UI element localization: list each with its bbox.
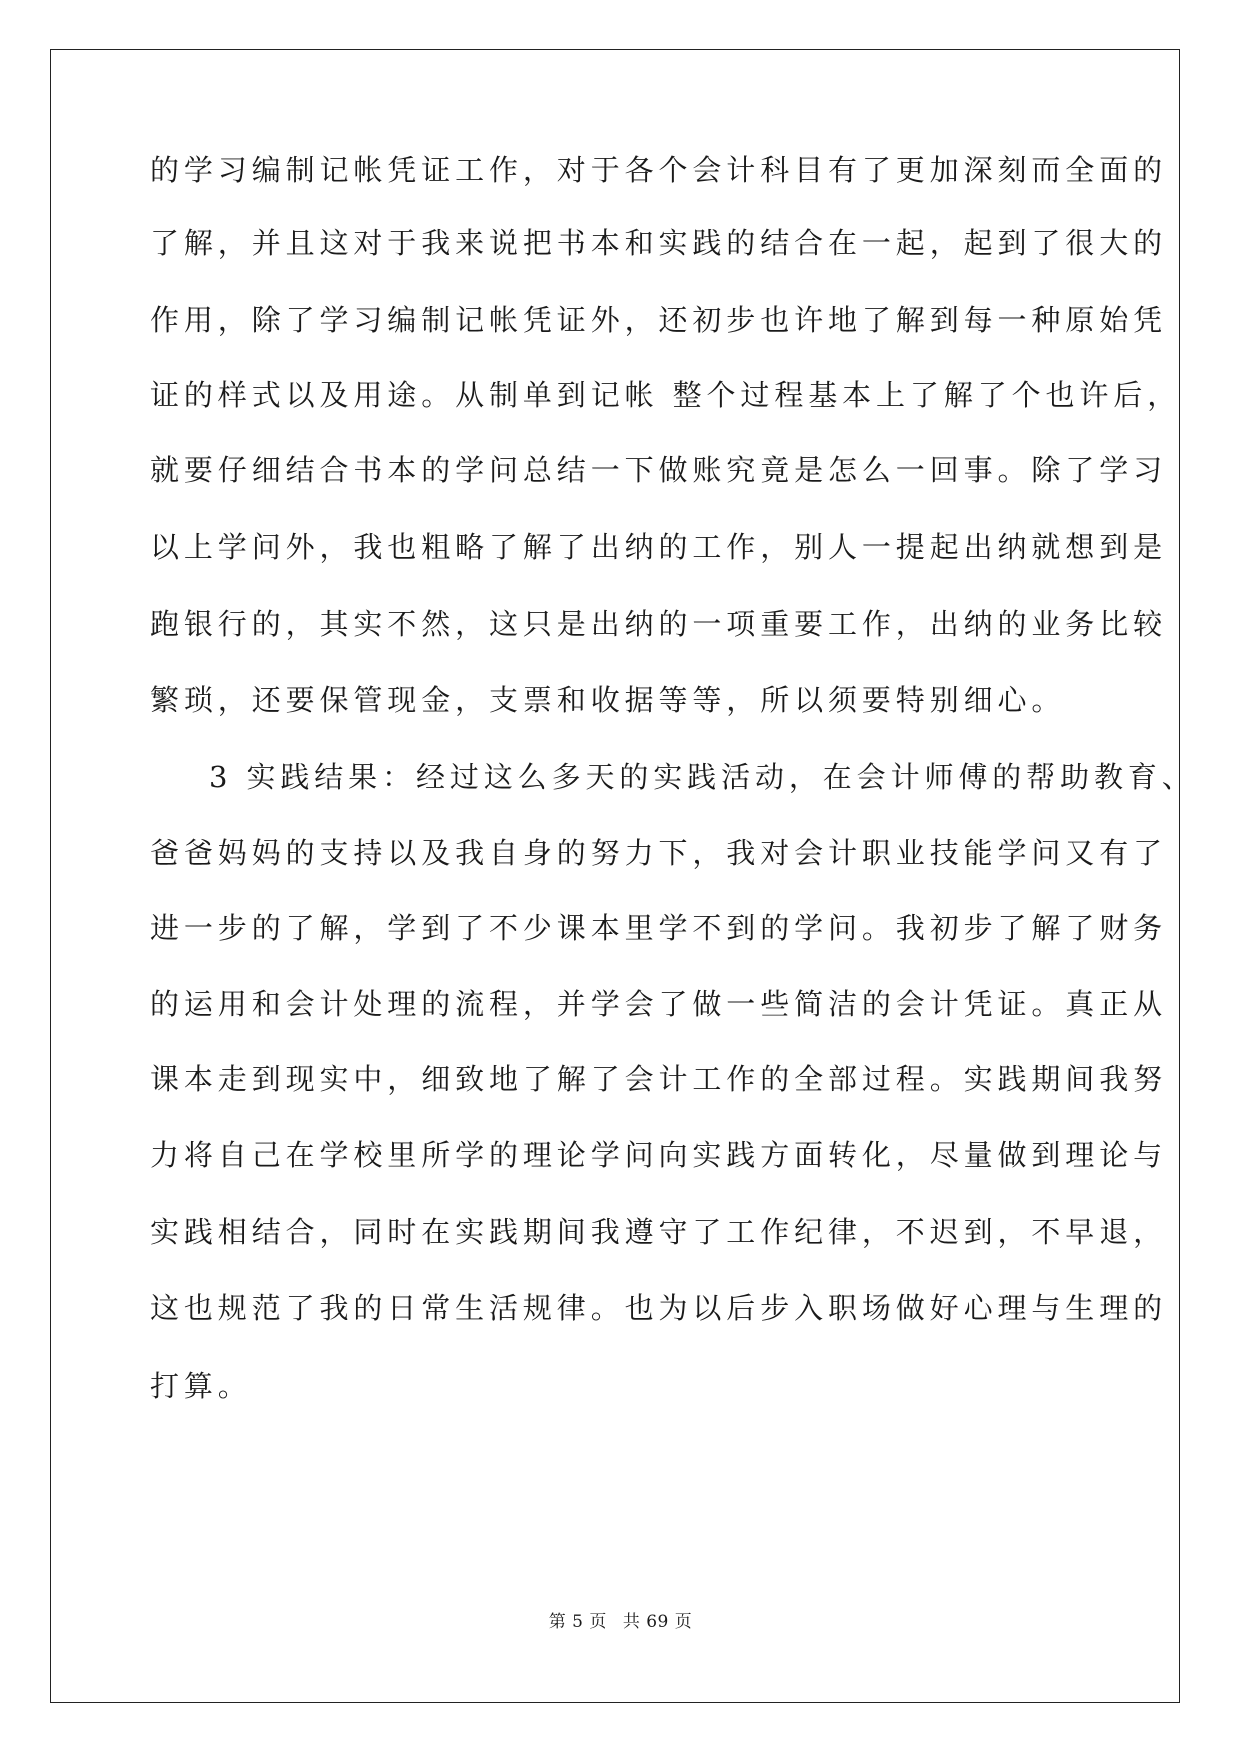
paragraph-line: 这也规范了我的日常生活规律。也为以后步入职场做好心理与生理的 — [150, 1291, 1168, 1325]
paragraph-line: 爸爸妈妈的支持以及我自身的努力下，我对会计职业技能学问又有了 — [150, 836, 1168, 870]
paragraph-line: 的运用和会计处理的流程，并学会了做一些简洁的会计凭证。真正从 — [150, 987, 1168, 1021]
paragraph-line: 了解，并且这对于我来说把书本和实践的结合在一起，起到了很大的 — [150, 226, 1168, 260]
paragraph-line: 力将自己在学校里所学的理论学问向实践方面转化，尽量做到理论与 — [150, 1138, 1168, 1172]
paragraph-line: 证的样式以及用途。从制单到记帐 整个过程基本上了解了个也许后， — [150, 378, 1182, 412]
paragraph-line: 就要仔细结合书本的学问总结一下做账究竟是怎么一回事。除了学习 — [150, 453, 1168, 487]
page-number: 第 5 页 — [548, 1612, 607, 1632]
paragraph-line: 以上学问外，我也粗略了解了出纳的工作，别人一提起出纳就想到是 — [150, 530, 1168, 564]
paragraph-line: 打算。 — [150, 1369, 252, 1403]
page-footer — [0, 1611, 1241, 1633]
paragraph-line: 进一步的了解，学到了不少课本里学不到的学问。我初步了解了财务 — [150, 911, 1168, 945]
page-total: 共 69 页 — [622, 1612, 693, 1632]
paragraph-line: 课本走到现实中，细致地了解了会计工作的全部过程。实践期间我努 — [150, 1062, 1168, 1096]
paragraph-line: 跑银行的，其实不然，这只是出纳的一项重要工作，出纳的业务比较 — [150, 607, 1168, 641]
paragraph-line: 繁琐，还要保管现金，支票和收据等等，所以须要特别细心。 — [150, 683, 1066, 717]
paragraph-line: 的学习编制记帐凭证工作，对于各个会计科目有了更加深刻而全面的 — [150, 153, 1168, 187]
paragraph-first-line: 3 实践结果：经过这么多天的实践活动，在会计师傅的帮助教育、 — [209, 760, 1196, 794]
paragraph-line: 作用，除了学习编制记帐凭证外，还初步也许地了解到每一种原始凭 — [150, 303, 1168, 337]
paragraph-line: 实践相结合，同时在实践期间我遵守了工作纪律，不迟到，不早退， — [150, 1215, 1168, 1249]
page-border — [50, 49, 1180, 1703]
